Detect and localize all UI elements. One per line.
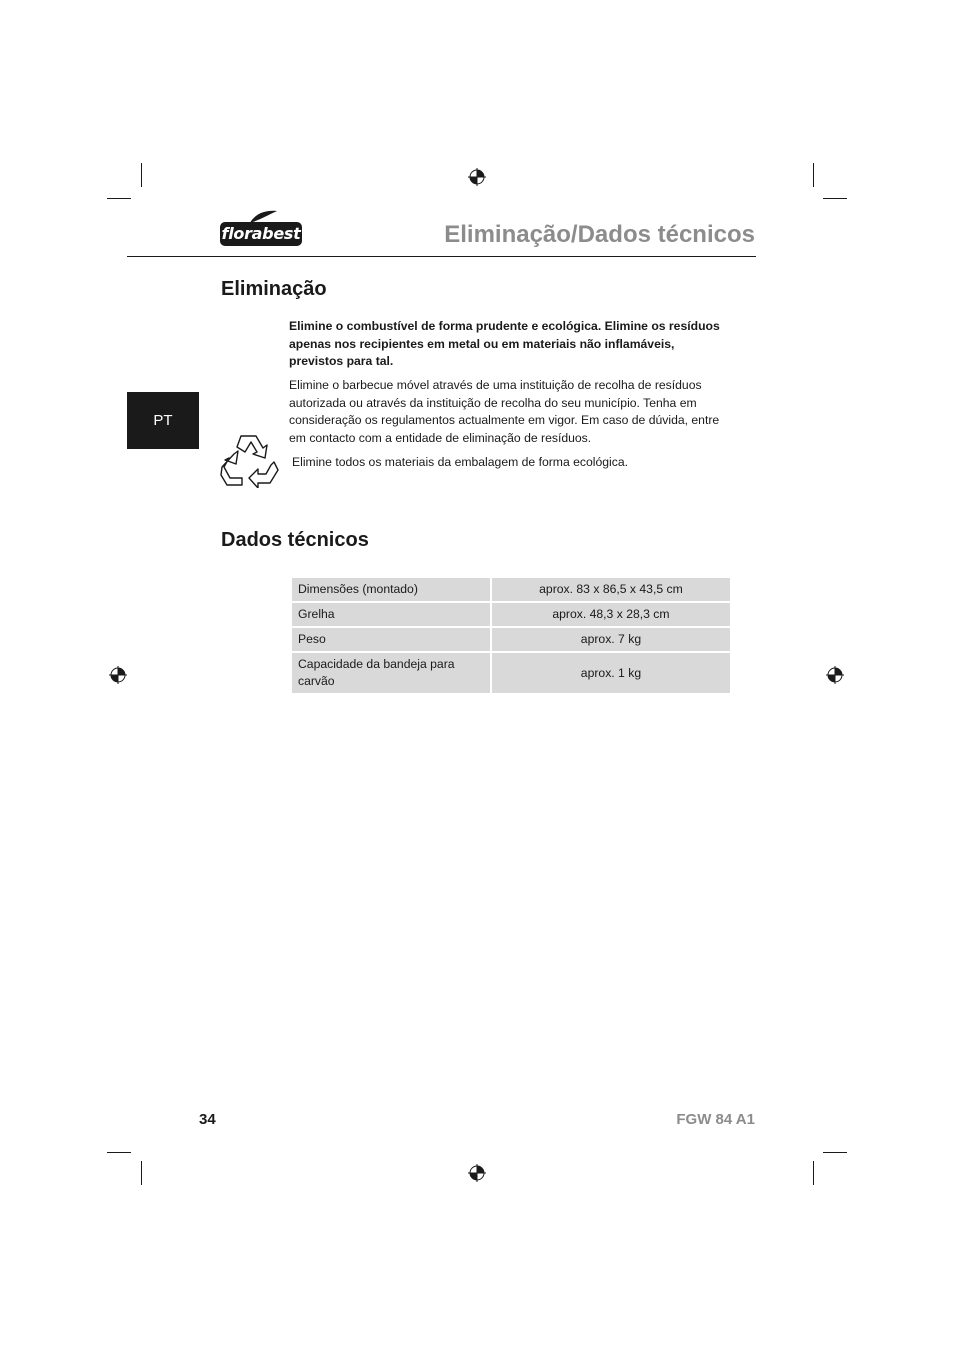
crop-mark <box>823 198 847 199</box>
page-title: Eliminação/Dados técnicos <box>444 221 755 248</box>
table-row <box>291 602 731 627</box>
disposal-paragraph: Elimine o barbecue móvel através de uma instituição de recolha de resíduos autorizada ou através da instituição de recolha do seu município. Tenha em consideração os regulamentos actualmente em vigor. Em caso de dúvida, entre em contacto com a entidade de eliminação de resíduos. <box>289 378 720 445</box>
spec-value: aprox. 7 kg <box>491 627 731 652</box>
spec-value: aprox. 48,3 x 28,3 cm <box>491 602 731 627</box>
table-row <box>291 577 731 602</box>
crop-mark <box>107 198 131 199</box>
crop-mark <box>141 1161 142 1185</box>
recycle-icon <box>220 432 280 488</box>
disposal-warning: Elimine o combustível de forma prudente e ecológica. Elimine os resíduos apenas nos recipientes em metal ou em materiais não inflamáveis, previstos para tal. <box>289 319 720 368</box>
spec-label: Dimensões (montado) <box>291 577 491 602</box>
table-row <box>291 652 731 694</box>
crop-mark <box>813 1161 814 1185</box>
registration-mark-icon <box>468 1164 486 1182</box>
spec-label: Grelha <box>291 602 491 627</box>
language-tab: PT <box>127 392 199 449</box>
model-number: FGW 84 A1 <box>676 1111 755 1128</box>
crop-mark <box>141 163 142 187</box>
registration-mark-icon <box>109 666 127 684</box>
registration-mark-icon <box>468 168 486 186</box>
spec-value: aprox. 1 kg <box>491 652 731 694</box>
packaging-note: Elimine todos os materiais da embalagem de forma ecológica. <box>292 455 629 469</box>
technical-data-heading: Dados técnicos <box>221 529 369 551</box>
page-number: 34 <box>199 1111 216 1128</box>
spec-label: Peso <box>291 627 491 652</box>
spec-value: aprox. 83 x 86,5 x 43,5 cm <box>491 577 731 602</box>
crop-mark <box>823 1152 847 1153</box>
brand-logo: florabest <box>220 222 302 246</box>
disposal-heading: Eliminação <box>221 278 327 300</box>
crop-mark <box>107 1152 131 1153</box>
crop-mark <box>813 163 814 187</box>
registration-mark-icon <box>826 666 844 684</box>
spec-label: Capacidade da bandeja para carvão <box>291 652 491 694</box>
technical-data-table <box>290 576 732 695</box>
table-row <box>291 627 731 652</box>
header-divider <box>127 256 756 257</box>
